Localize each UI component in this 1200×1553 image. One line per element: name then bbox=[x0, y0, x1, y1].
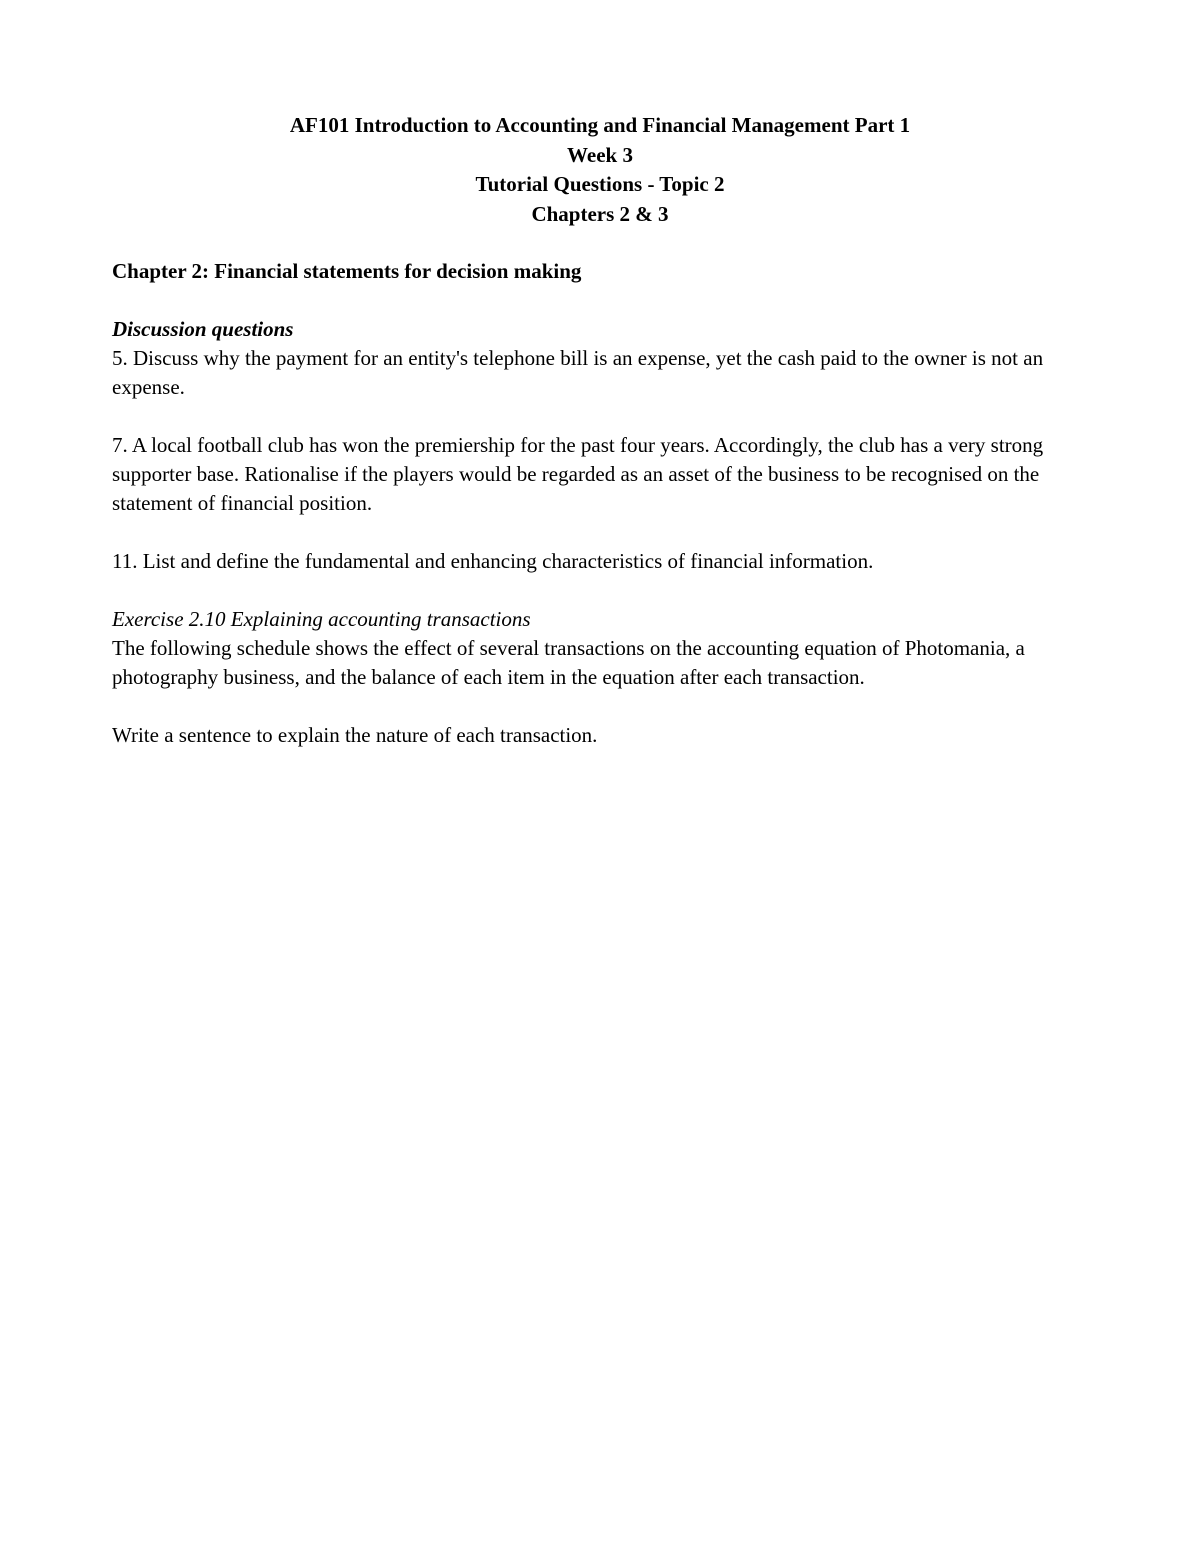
week-label: Week 3 bbox=[567, 142, 633, 167]
discussion-questions-heading: Discussion questions bbox=[112, 317, 294, 341]
tutorial-subtitle: Tutorial Questions - Topic 2 bbox=[475, 172, 725, 196]
chapters-label: Chapters 2 & 3 bbox=[531, 201, 669, 226]
exercise-description: The following schedule shows the effect of several transactions on the accounting equation of Photomania, a photography business, and the balance of each item in the equation after each transaction. bbox=[112, 636, 1025, 689]
chapter-heading: Chapter 2: Financial statements for decision making bbox=[112, 259, 582, 283]
question-7: 7. A local football club has won the premiership for the past four years. Accordingly, the club has a very strong supporter base. Rationalise if the players would be regarded as an asset of the business to be recognised on the statement of financial position. bbox=[112, 433, 1044, 515]
document-body bbox=[112, 257, 1102, 750]
question-5: 5. Discuss why the payment for an entity's telephone bill is an expense, yet the cash paid to the owner is not an expense. bbox=[112, 346, 1044, 399]
document-title: AF101 Introduction to Accounting and Financial Management Part 1 bbox=[289, 113, 911, 137]
exercise-instruction: Write a sentence to explain the nature of each transaction. bbox=[112, 723, 598, 747]
exercise-heading: Exercise 2.10 Explaining accounting transactions bbox=[112, 607, 531, 631]
document-header bbox=[0, 111, 1200, 229]
question-11: 11. List and define the fundamental and enhancing characteristics of financial information. bbox=[112, 549, 874, 573]
